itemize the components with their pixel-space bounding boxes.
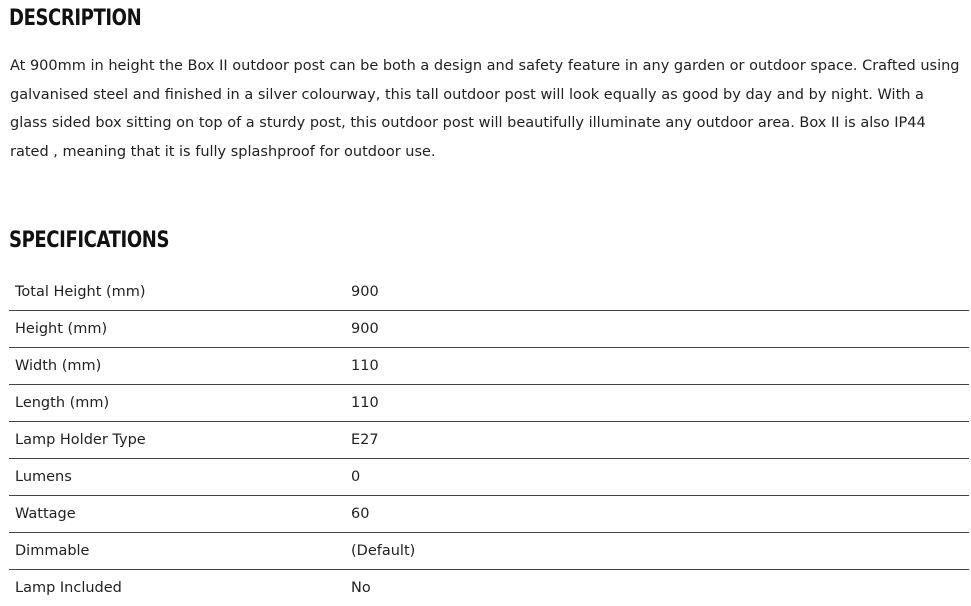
spec-label: Width (mm) (9, 348, 351, 385)
spec-row-width (9, 348, 969, 385)
spec-label: Lumens (9, 459, 351, 496)
spec-value: E27 (351, 422, 969, 459)
spec-row-lamp-holder-type (9, 422, 969, 459)
spec-label: Length (mm) (9, 385, 351, 422)
spec-row-lamp-included (9, 570, 969, 606)
spec-label: Total Height (mm) (9, 274, 351, 311)
spec-label: Dimmable (9, 533, 351, 570)
spec-label: Height (mm) (9, 311, 351, 348)
spec-row-dimmable (9, 533, 969, 570)
spec-value: 0 (351, 459, 969, 496)
spec-row-height (9, 311, 969, 348)
spec-value: 900 (351, 274, 969, 311)
spec-row-length (9, 385, 969, 422)
spec-label: Lamp Holder Type (9, 422, 351, 459)
spec-value: No (351, 570, 969, 606)
spec-value: 900 (351, 311, 969, 348)
specifications-table (9, 274, 969, 606)
spec-value: 110 (351, 385, 969, 422)
spec-row-wattage (9, 496, 969, 533)
specifications-heading: SPECIFICATIONS (9, 228, 169, 253)
description-text: At 900mm in height the Box II outdoor post can be both a design and safety feature in any garden or outdoor space. Crafted using galvanised steel and finished in a silver colourway, this tall outdoor post will look equally as good by day and by night. With a glass sided box sitting on top of a sturdy post, this outdoor post will beautifully illuminate any outdoor area. Box II is also IP44 rated , meaning that it is fully splashproof for outdoor use. (10, 52, 965, 167)
spec-row-lumens (9, 459, 969, 496)
spec-value: (Default) (351, 533, 969, 570)
spec-value: 60 (351, 496, 969, 533)
spec-value: 110 (351, 348, 969, 385)
description-heading: DESCRIPTION (9, 6, 141, 31)
spec-row-total-height (9, 274, 969, 311)
spec-label: Lamp Included (9, 570, 351, 606)
spec-label: Wattage (9, 496, 351, 533)
